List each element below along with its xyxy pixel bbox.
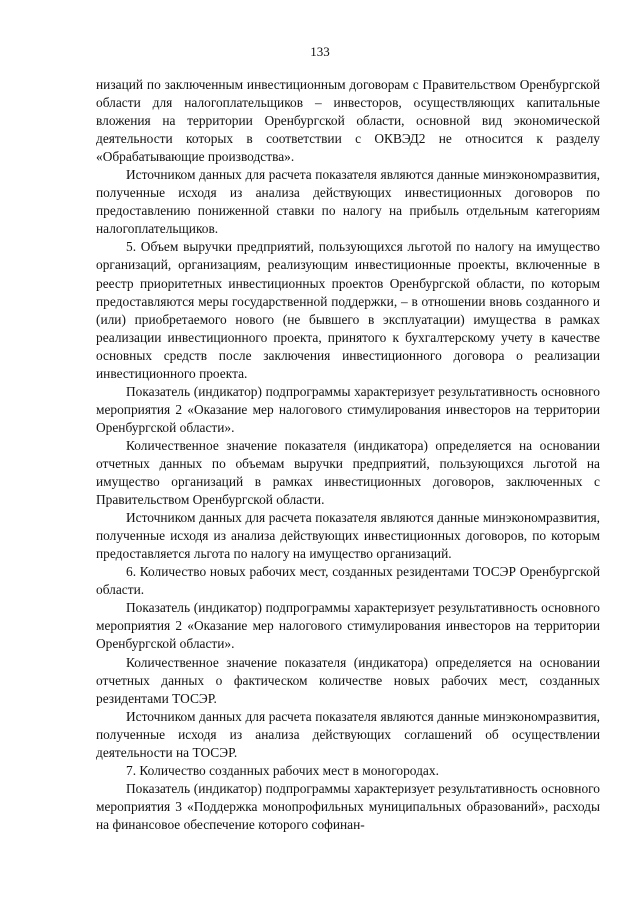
paragraph-indicator-5-source: Источником данных для расчета показателя являются данные минэкономразвития, полученные исходя из анализа действующих инвестиционных договоров, по которым предоставляется льгота по налогу на имущество организаций. (96, 510, 600, 562)
paragraph-indicator-7-title: 7. Количество созданных рабочих мест в моногородах. (126, 762, 439, 778)
document-body (96, 76, 600, 834)
paragraph-data-source-profit-tax: Источником данных для расчета показателя являются данные минэкономразвития, полученные исходя из анализа действующих инвестиционных договоров по предоставлению пониженной ставки по налогу на прибыль отдельным категориям налогоплательщиков. (96, 167, 600, 237)
page-number: 133 (310, 44, 330, 59)
paragraph-indicator-6-source: Источником данных для расчета показателя являются данные минэкономразвития, полученные исходя из анализа действующих соглашений об осуществлении деятельности на ТОСЭР. (96, 708, 600, 760)
paragraph-indicator-6-value: Количественное значение показателя (индикатора) определяется на основании отчетных данных о фактическом количестве новых рабочих мест, созданных резидентами ТОСЭР. (96, 654, 600, 706)
paragraph-indicator-6-characterization: Показатель (индикатор) подпрограммы характеризует результативность основного мероприятия 2 «Оказание мер налогового стимулирования инвесторов на территории Оренбургской области». (96, 600, 600, 652)
paragraph-indicator-5-characterization: Показатель (индикатор) подпрограммы характеризует результативность основного мероприятия 2 «Оказание мер налогового стимулирования инвесторов на территории Оренбургской области». (96, 383, 600, 435)
paragraph-indicator-5-title: 5. Объем выручки предприятий, пользующихся льготой по налогу на имущество организаций, организациям, реализующим инвестиционные проекты, включенные в реестр приоритетных инвестиционных проектов Оренбургской области, по которым предоставляются меры государственной поддержки, – в отношении вновь созданного и (или) приобретаемого нового (не бывшего в эксплуатации) имущества в рамках реализации инвестиционного проекта, принятого к бухгалтерскому учету в качестве основных средств после заключения инвестиционного договора о реализации инвестиционного проекта. (96, 239, 600, 381)
paragraph-indicator-6-title: 6. Количество новых рабочих мест, созданных резидентами ТОСЭР Оренбургской области. (96, 564, 600, 598)
paragraph-indicator-5-value: Количественное значение показателя (индикатора) определяется на основании отчетных данных по объемам выручки предприятий, пользующихся льготой на имущество организаций в рамках инвестиционных договоров, заключенных с Правительством Оренбургской области. (96, 437, 600, 508)
paragraph-indicator-7-characterization: Показатель (индикатор) подпрограммы характеризует результативность основного мероприятия 3 «Поддержка монопрофильных муниципальных образований», расходы на финансовое обеспечение которого софинан- (96, 780, 600, 832)
paragraph-continuation: низаций по заключенным инвестиционным договорам с Правительством Оренбургской области для налогоплательщиков – инвесторов, осуществляющих капитальные вложения на территории Оренбургской области, основной вид экономической деятельности которых в соответствии с ОКВЭД2 не относится к разделу «Обрабатывающие производства». (96, 77, 600, 165)
